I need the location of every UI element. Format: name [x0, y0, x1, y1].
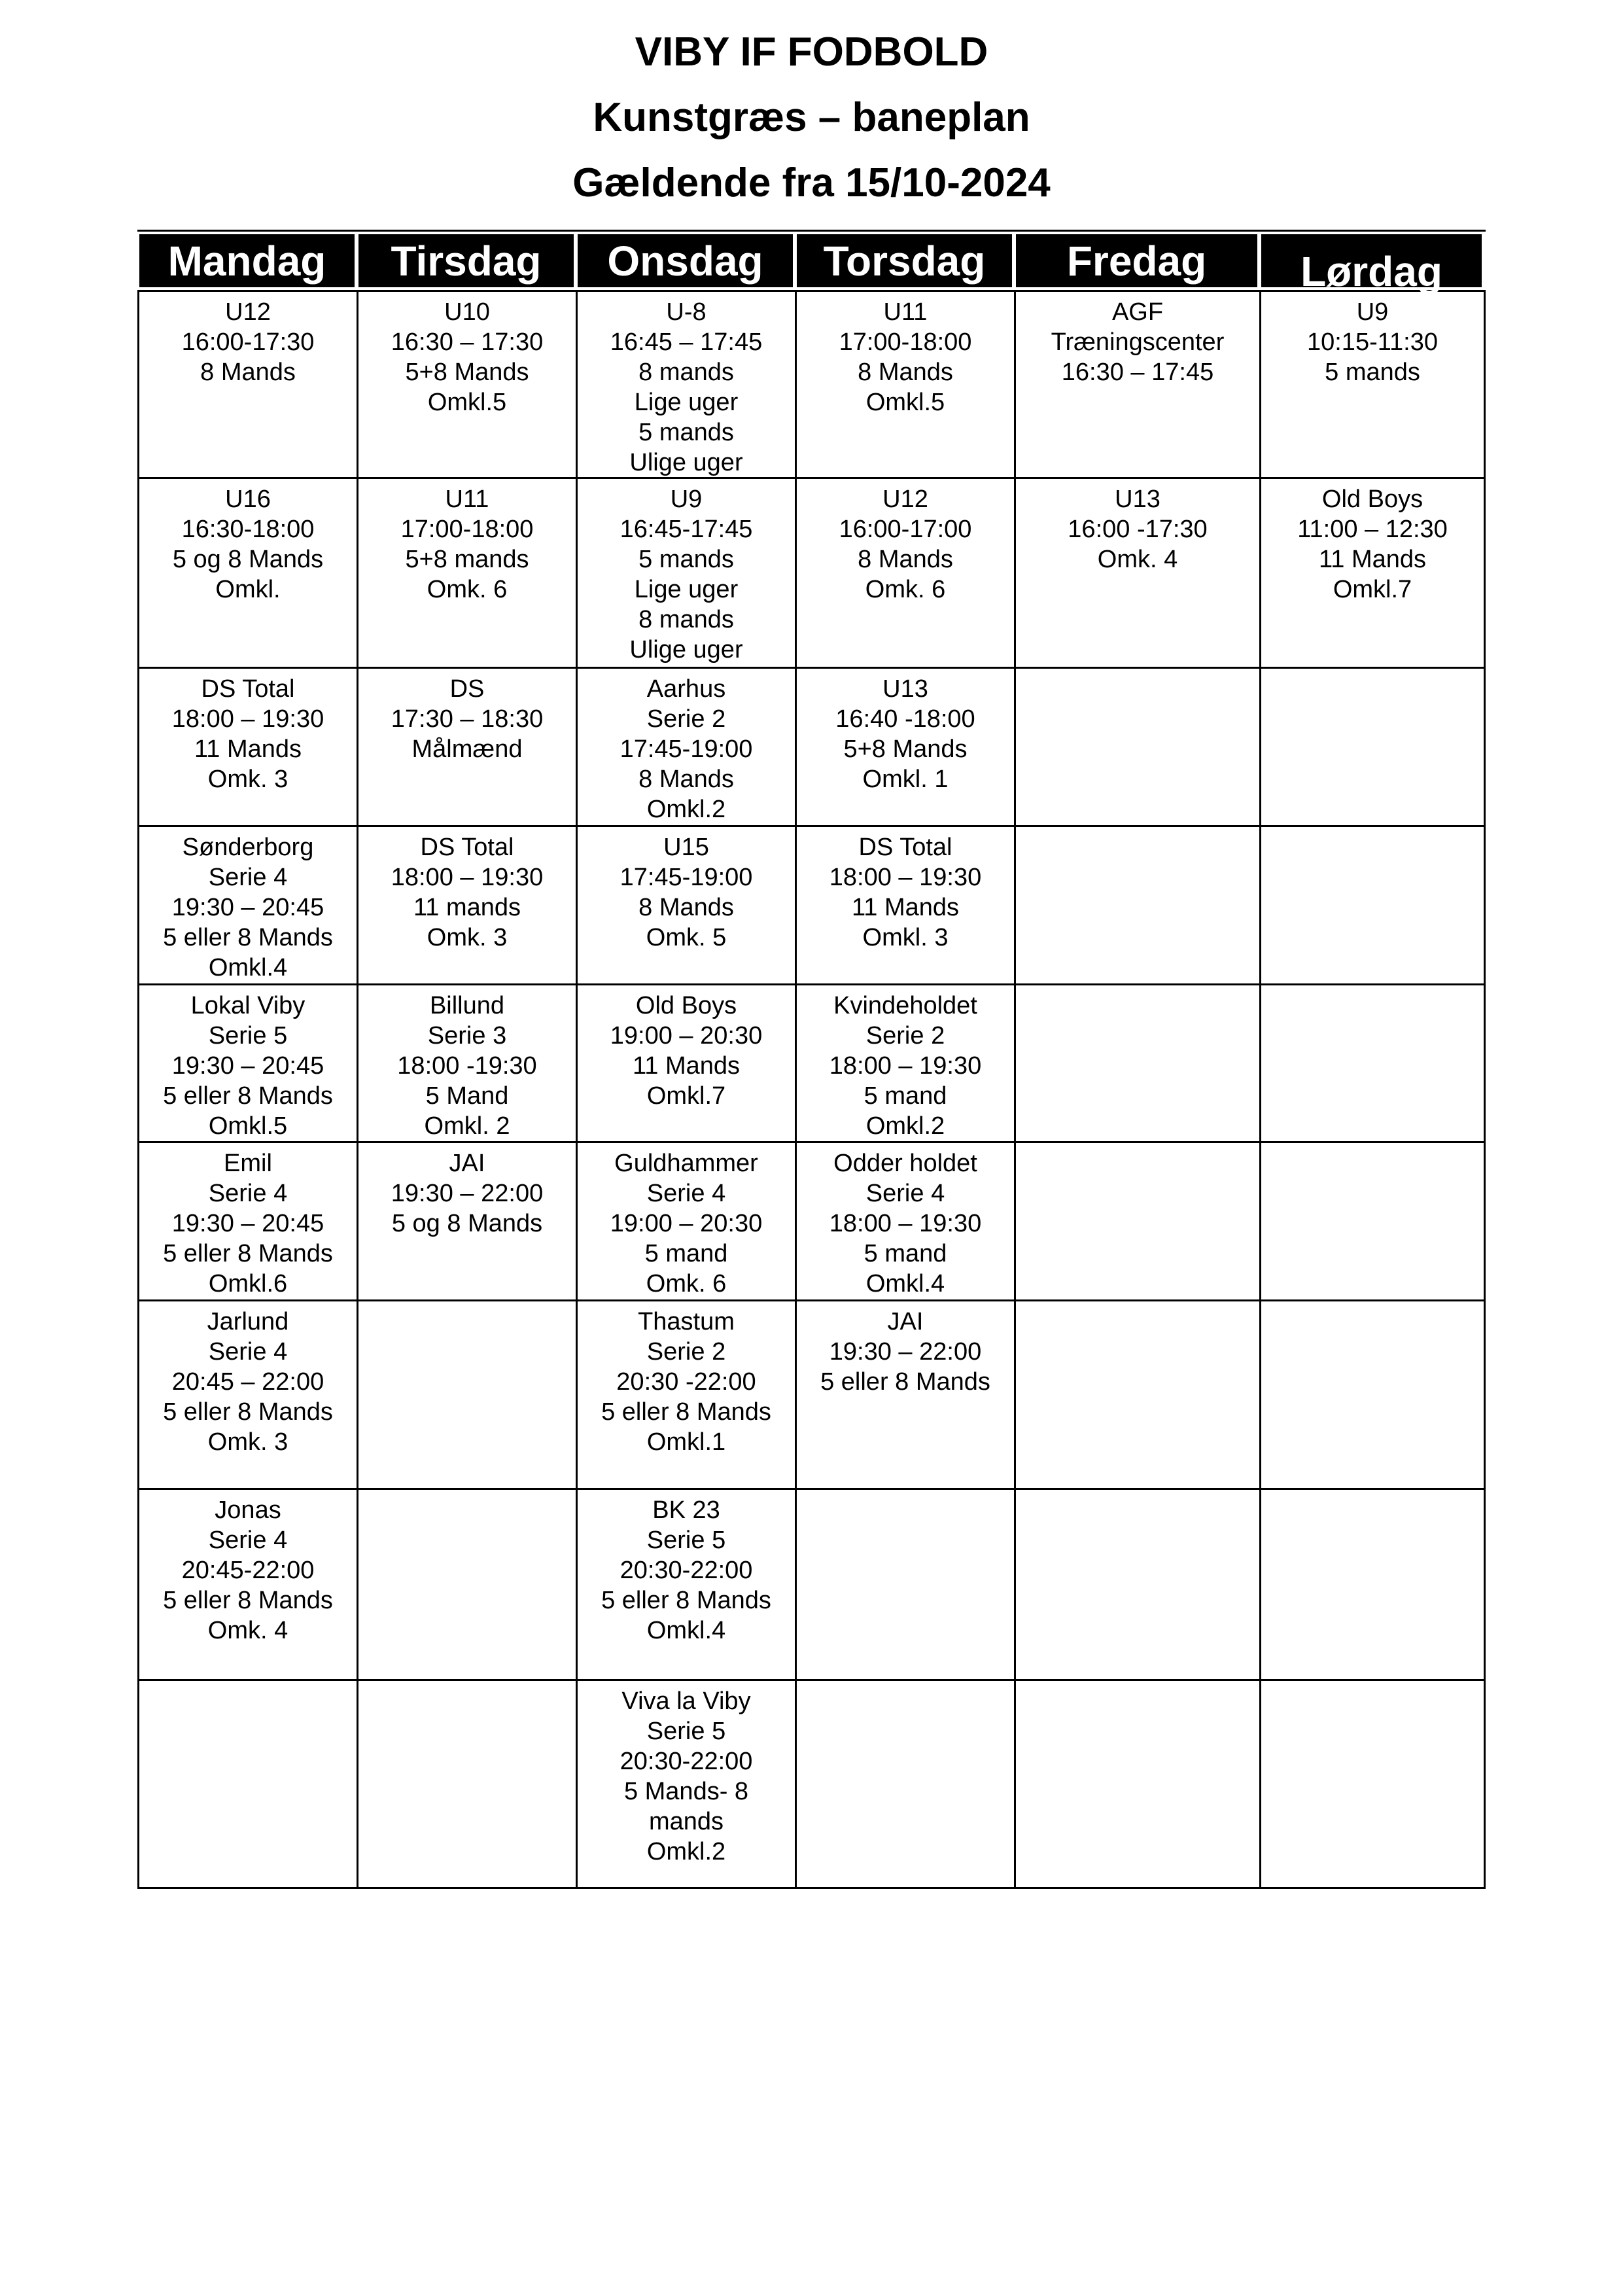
cell-line: Omk. 6	[646, 1270, 727, 1298]
schedule-cell-r1-tirsdag	[358, 292, 578, 479]
cell-line: Serie 4	[208, 1180, 288, 1207]
schedule-cell-r4-tirsdag	[358, 827, 578, 985]
schedule-cell-r4-lordag	[1261, 827, 1486, 985]
cell-line: Old Boys	[635, 992, 737, 1019]
schedule-cell-r5-tirsdag	[358, 985, 578, 1143]
cell-line: Thastum	[638, 1308, 735, 1335]
cell-line: 18:00 – 19:30	[829, 1052, 982, 1080]
cell-line: U9	[1356, 298, 1389, 326]
cell-line: 20:30-22:00	[620, 1557, 753, 1584]
schedule-cell-r1-lordag	[1261, 292, 1486, 479]
cell-line: Serie 5	[646, 1527, 726, 1554]
day-header-lordag	[1261, 234, 1482, 295]
cell-line: 5 og 8 Mands	[391, 1210, 543, 1237]
cell-line: Omkl.2	[646, 796, 726, 823]
cell-line: AGF	[1111, 298, 1164, 326]
cell-line: U12	[882, 486, 928, 513]
schedule-body	[137, 290, 1486, 1889]
day-header-fredag	[1016, 234, 1257, 287]
schedule-cell-r9-lordag	[1261, 1681, 1486, 1889]
cell-line: 8 mands	[638, 359, 734, 386]
schedule-cell-r8-torsdag	[797, 1490, 1016, 1681]
day-header-label: Lørdag	[1300, 248, 1442, 295]
cell-line: DS	[449, 675, 485, 703]
schedule-cell-r2-tirsdag	[358, 479, 578, 669]
schedule-cell-r2-torsdag	[797, 479, 1016, 669]
cell-line: 5 eller 8 Mands	[163, 1398, 333, 1426]
schedule-cell-r7-torsdag	[797, 1301, 1016, 1490]
cell-line: 18:00 – 19:30	[829, 1210, 982, 1237]
cell-line: 18:00 – 19:30	[171, 705, 324, 733]
cell-line: 16:30-18:00	[181, 516, 315, 543]
cell-line: U16	[225, 486, 271, 513]
cell-line: Old Boys	[1321, 486, 1423, 513]
cell-line: Serie 4	[208, 864, 288, 891]
cell-line: 8 Mands	[858, 359, 953, 386]
schedule-cell-r8-onsdag	[578, 1490, 797, 1681]
cell-line: 8 Mands	[858, 546, 953, 573]
schedule-cell-r1-onsdag	[578, 292, 797, 479]
page-subtitle: Kunstgræs – baneplan	[593, 95, 1030, 140]
cell-line: Jonas	[215, 1496, 281, 1524]
schedule-cell-r6-fredag	[1016, 1143, 1261, 1301]
schedule-cell-r6-mandag	[139, 1143, 358, 1301]
cell-line: 8 mands	[638, 606, 734, 633]
cell-line: 5 eller 8 Mands	[820, 1368, 990, 1396]
schedule-cell-r6-tirsdag	[358, 1143, 578, 1301]
day-header-label: Onsdag	[607, 237, 763, 285]
cell-line: Jarlund	[207, 1308, 289, 1335]
cell-line: 19:30 – 20:45	[171, 1052, 324, 1080]
cell-line: BK 23	[652, 1496, 720, 1524]
day-header-torsdag	[797, 234, 1012, 287]
cell-line: Kvindeholdet	[833, 992, 977, 1019]
schedule-cell-r2-onsdag	[578, 479, 797, 669]
cell-line: 17:45-19:00	[620, 735, 753, 763]
cell-line: Omk. 3	[427, 924, 508, 951]
cell-line: Omkl.7	[1333, 576, 1412, 603]
cell-line: U9	[670, 486, 703, 513]
schedule-cell-r7-onsdag	[578, 1301, 797, 1490]
cell-line: 8 Mands	[638, 766, 734, 793]
cell-line: Serie 3	[427, 1022, 507, 1050]
cell-line: Omkl. 3	[862, 924, 949, 951]
cell-line: 16:30 – 17:30	[391, 328, 544, 356]
schedule-cell-r5-onsdag	[578, 985, 797, 1143]
cell-line: 5 Mand	[425, 1082, 509, 1110]
cell-line: U11	[445, 486, 489, 513]
cell-line: 16:00-17:30	[181, 328, 315, 356]
schedule-cell-r3-lordag	[1261, 669, 1486, 827]
cell-line: 5+8 Mands	[843, 735, 968, 763]
cell-line: Omk. 5	[646, 924, 727, 951]
schedule-cell-r5-fredag	[1016, 985, 1261, 1143]
cell-line: 16:45 – 17:45	[610, 328, 763, 356]
cell-line: 19:30 – 20:45	[171, 1210, 324, 1237]
day-header-row	[137, 230, 1486, 295]
schedule-cell-r7-mandag	[139, 1301, 358, 1490]
schedule-cell-r6-torsdag	[797, 1143, 1016, 1301]
cell-line: Omkl.	[215, 576, 281, 603]
cell-line: Omk. 3	[207, 1428, 288, 1456]
cell-line: 20:30 -22:00	[616, 1368, 756, 1396]
cell-line: Sønderborg	[182, 834, 314, 861]
cell-line: Billund	[429, 992, 505, 1019]
cell-line: 11 Mands	[632, 1052, 741, 1080]
cell-line: 11:00 – 12:30	[1297, 516, 1448, 543]
cell-line: 5 mand	[864, 1082, 947, 1110]
schedule-cell-r7-fredag	[1016, 1301, 1261, 1490]
cell-line: Omkl.2	[646, 1838, 726, 1865]
cell-line: Målmænd	[411, 735, 523, 763]
cell-line: Serie 4	[865, 1180, 945, 1207]
cell-line: 5 eller 8 Mands	[163, 924, 333, 951]
cell-line: 5 eller 8 Mands	[601, 1587, 771, 1614]
schedule-cell-r3-torsdag	[797, 669, 1016, 827]
cell-line: 5 mands	[638, 419, 734, 446]
cell-line: 5 mands	[1325, 359, 1420, 386]
cell-line: Omkl.6	[208, 1270, 288, 1298]
cell-line: 5 mands	[638, 546, 734, 573]
cell-line: DS Total	[420, 834, 514, 861]
schedule-cell-r4-fredag	[1016, 827, 1261, 985]
day-header-tirsdag	[358, 234, 574, 287]
schedule-cell-r8-lordag	[1261, 1490, 1486, 1681]
cell-line: Emil	[224, 1150, 272, 1177]
cell-line: Guldhammer	[614, 1150, 758, 1177]
cell-line: Serie 4	[208, 1527, 288, 1554]
cell-line: 8 Mands	[200, 359, 296, 386]
day-header-label: Torsdag	[823, 237, 986, 285]
cell-line: U12	[225, 298, 271, 326]
cell-line: Omkl.5	[865, 389, 945, 416]
schedule-table	[137, 230, 1486, 1889]
schedule-cell-r3-onsdag	[578, 669, 797, 827]
schedule-cell-r8-tirsdag	[358, 1490, 578, 1681]
day-header-label: Tirsdag	[391, 237, 542, 285]
cell-line: 5 eller 8 Mands	[601, 1398, 771, 1426]
cell-line: U13	[882, 675, 928, 703]
schedule-cell-r7-lordag	[1261, 1301, 1486, 1490]
cell-line: Omkl.5	[208, 1112, 288, 1140]
schedule-cell-r3-tirsdag	[358, 669, 578, 827]
cell-line: Viva la Viby	[621, 1687, 751, 1715]
schedule-cell-r7-tirsdag	[358, 1301, 578, 1490]
schedule-cell-r4-mandag	[139, 827, 358, 985]
cell-line: JAI	[887, 1308, 924, 1335]
cell-line: Lige uger	[634, 389, 739, 416]
cell-line: 5 Mands- 8	[623, 1778, 749, 1805]
cell-line: U15	[663, 834, 709, 861]
cell-line: 19:00 – 20:30	[610, 1210, 763, 1237]
cell-line: Omk. 6	[865, 576, 946, 603]
day-header-mandag	[139, 234, 355, 287]
cell-line: Omkl. 2	[424, 1112, 510, 1140]
schedule-cell-r3-fredag	[1016, 669, 1261, 827]
cell-line: 17:00-18:00	[839, 328, 972, 356]
schedule-cell-r2-mandag	[139, 479, 358, 669]
cell-line: Omkl.4	[865, 1270, 945, 1298]
cell-line: 5+8 Mands	[405, 359, 529, 386]
cell-line: 11 Mands	[1318, 546, 1427, 573]
cell-line: 5 og 8 Mands	[172, 546, 324, 573]
schedule-cell-r8-fredag	[1016, 1490, 1261, 1681]
cell-line: 19:30 – 22:00	[829, 1338, 982, 1366]
title-block	[0, 0, 1623, 204]
cell-line: 16:45-17:45	[620, 516, 753, 543]
cell-line: 18:00 – 19:30	[391, 864, 544, 891]
cell-line: 5 mand	[644, 1240, 728, 1267]
cell-line: 20:30-22:00	[620, 1748, 753, 1775]
schedule-cell-r9-fredag	[1016, 1681, 1261, 1889]
cell-line: 18:00 -19:30	[397, 1052, 537, 1080]
cell-line: 5 eller 8 Mands	[163, 1587, 333, 1614]
schedule-cell-r5-torsdag	[797, 985, 1016, 1143]
cell-line: 11 Mands	[194, 735, 302, 763]
cell-line: 16:40 -18:00	[835, 705, 975, 733]
cell-line: U10	[444, 298, 490, 326]
schedule-cell-r2-lordag	[1261, 479, 1486, 669]
cell-line: Lige uger	[634, 576, 739, 603]
cell-line: 19:00 – 20:30	[610, 1022, 763, 1050]
cell-line: Omkl.7	[646, 1082, 726, 1110]
cell-line: Omk. 4	[1097, 546, 1178, 573]
cell-line: Ulige uger	[629, 636, 743, 663]
cell-line: U11	[883, 298, 928, 326]
schedule-cell-r2-fredag	[1016, 479, 1261, 669]
cell-line: DS Total	[201, 675, 295, 703]
cell-line: 17:45-19:00	[620, 864, 753, 891]
cell-line: 5 eller 8 Mands	[163, 1240, 333, 1267]
schedule-cell-r5-lordag	[1261, 985, 1486, 1143]
cell-line: Omk. 4	[207, 1617, 288, 1644]
cell-line: 20:45 – 22:00	[171, 1368, 324, 1396]
cell-line: 11 Mands	[851, 894, 960, 921]
cell-line: 19:30 – 22:00	[391, 1180, 544, 1207]
cell-line: Serie 4	[208, 1338, 288, 1366]
schedule-cell-r1-fredag	[1016, 292, 1261, 479]
cell-line: 20:45-22:00	[181, 1557, 315, 1584]
cell-line: Omkl.1	[646, 1428, 726, 1456]
schedule-cell-r9-mandag	[139, 1681, 358, 1889]
cell-line: Serie 2	[865, 1022, 945, 1050]
cell-line: Lokal Viby	[190, 992, 305, 1019]
cell-line: 17:00-18:00	[400, 516, 534, 543]
day-header-label: Fredag	[1066, 237, 1207, 285]
cell-line: Omkl.4	[208, 954, 288, 981]
schedule-cell-r6-onsdag	[578, 1143, 797, 1301]
schedule-cell-r8-mandag	[139, 1490, 358, 1681]
cell-line: 19:30 – 20:45	[171, 894, 324, 921]
schedule-cell-r6-lordag	[1261, 1143, 1486, 1301]
cell-line: Omkl.5	[427, 389, 507, 416]
cell-line: 10:15-11:30	[1306, 328, 1439, 356]
day-header-onsdag	[578, 234, 793, 287]
page-effective-date: Gældende fra 15/10-2024	[572, 160, 1051, 205]
cell-line: Aarhus	[646, 675, 726, 703]
schedule-cell-r5-mandag	[139, 985, 358, 1143]
cell-line: Odder holdet	[833, 1150, 977, 1177]
cell-line: 16:00-17:00	[839, 516, 972, 543]
cell-line: mands	[648, 1808, 724, 1835]
cell-line: Omkl.2	[865, 1112, 945, 1140]
schedule-cell-r9-tirsdag	[358, 1681, 578, 1889]
cell-line: Omk. 3	[207, 766, 288, 793]
schedule-cell-r9-onsdag	[578, 1681, 797, 1889]
cell-line: Ulige uger	[629, 449, 743, 476]
cell-line: 16:30 – 17:45	[1061, 359, 1214, 386]
schedule-cell-r3-mandag	[139, 669, 358, 827]
cell-line: 5 eller 8 Mands	[163, 1082, 333, 1110]
page-title: VIBY IF FODBOLD	[635, 29, 988, 75]
cell-line: 17:30 – 18:30	[391, 705, 544, 733]
cell-line: Omkl. 1	[862, 766, 949, 793]
cell-line: DS Total	[858, 834, 952, 861]
cell-line: Serie 2	[646, 705, 726, 733]
schedule-cell-r1-torsdag	[797, 292, 1016, 479]
cell-line: JAI	[449, 1150, 485, 1177]
cell-line: Serie 4	[646, 1180, 726, 1207]
cell-line: Serie 5	[208, 1022, 288, 1050]
cell-line: Omk. 6	[427, 576, 508, 603]
day-header-label: Mandag	[167, 237, 326, 285]
cell-line: Serie 5	[646, 1718, 726, 1745]
cell-line: Omkl.4	[646, 1617, 726, 1644]
schedule-cell-r4-onsdag	[578, 827, 797, 985]
cell-line: U-8	[666, 298, 707, 326]
cell-line: 5 mand	[864, 1240, 947, 1267]
schedule-cell-r4-torsdag	[797, 827, 1016, 985]
cell-line: 16:00 -17:30	[1068, 516, 1208, 543]
schedule-cell-r9-torsdag	[797, 1681, 1016, 1889]
cell-line: 11 mands	[413, 894, 521, 921]
cell-line: 18:00 – 19:30	[829, 864, 982, 891]
cell-line: U13	[1115, 486, 1161, 513]
cell-line: 5+8 mands	[405, 546, 529, 573]
cell-line: Træningscenter	[1051, 328, 1225, 356]
schedule-cell-r1-mandag	[139, 292, 358, 479]
cell-line: Serie 2	[646, 1338, 726, 1366]
cell-line: 8 Mands	[638, 894, 734, 921]
